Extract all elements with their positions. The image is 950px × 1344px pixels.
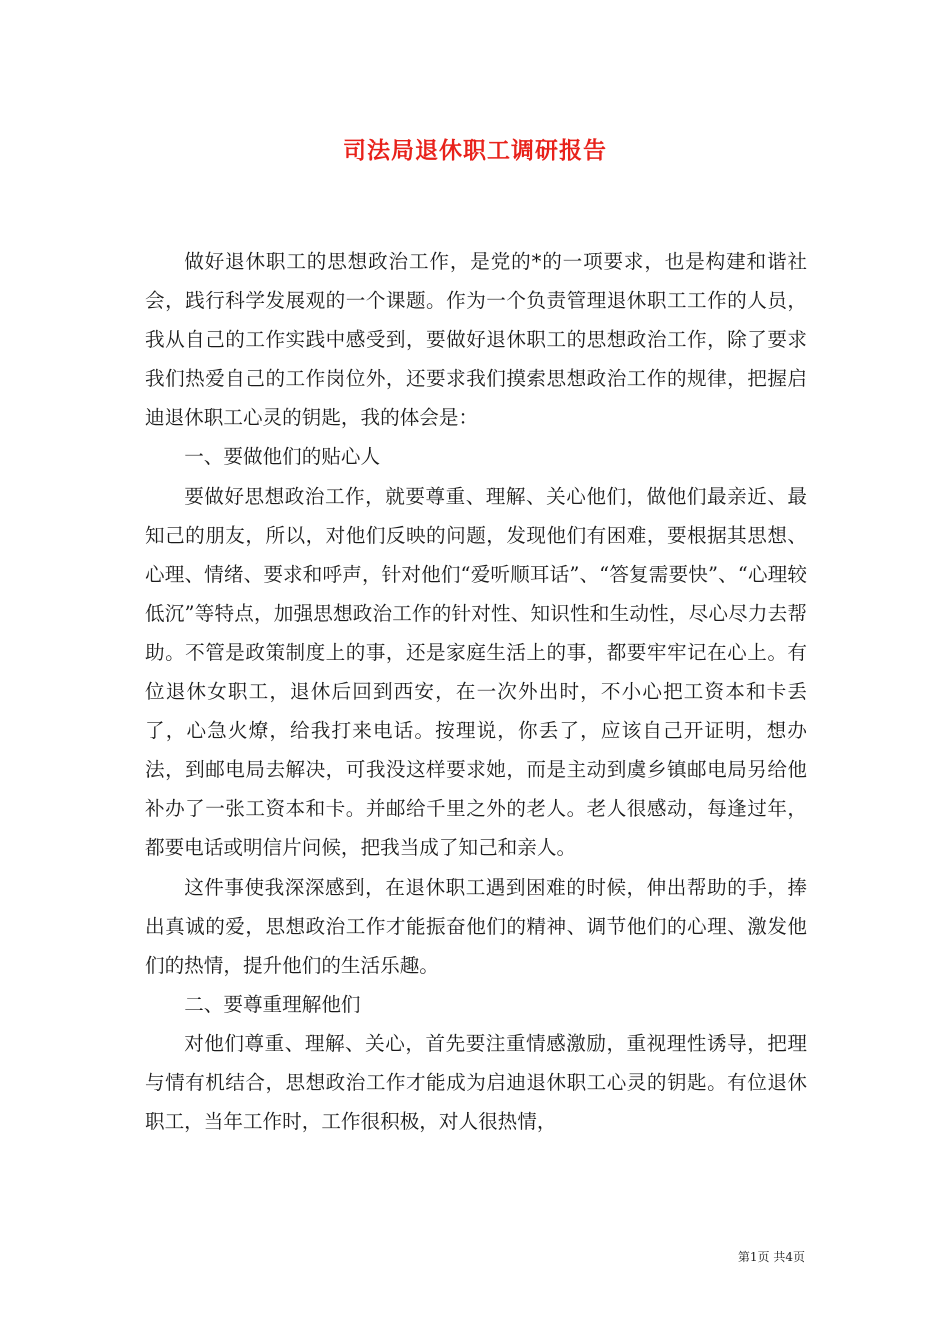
page-mid: 页 共 bbox=[757, 1250, 786, 1264]
page-number bbox=[738, 1248, 805, 1265]
section-heading-2: 二、要尊重理解他们 bbox=[184, 992, 361, 1016]
page-suffix: 页 bbox=[792, 1250, 805, 1264]
paragraph-reflection: 这件事使我深深感到，在退休职工遇到困难的时候，伸出帮助的手，捧出真诚的爱，思想政治工作才能振奋他们的精神、调节他们的心理、激发他们的热情，提升他们的生活乐趣。 bbox=[145, 875, 807, 977]
paragraph-section-2: 对他们尊重、理解、关心，首先要注重情感激励，重视理性诱导，把理与情有机结合，思想政治工作才能成为启迪退休职工心灵的钥匙。有位退休职工，当年工作时，工作很积极，对人很热情， bbox=[145, 1031, 807, 1134]
page-current: 1 bbox=[749, 1250, 758, 1264]
paragraph-section-1: 要做好思想政治工作，就要尊重、理解、关心他们，做他们最亲近、最知己的朋友，所以，对他们反映的问题，发现他们有困难，要根据其思想、心理、情绪、要求和呼声，针对他们“爱听顺耳话”、“答复需要快”、“心理较低沉”等特点，加强思想政治工作的针对性、知识性和生动性，尽心尽力去帮助。不管是政策制度上的事，还是家庭生活上的事，都要牢牢记在心上。有位退休女职工，退休后回到西安，在一次外出时，不小心把工资本和卡丢了，心急火燎，给我打来电话。按理说，你丢了，应该自己开证明，想办法，到邮电局去解决，可我没这样要求她，而是主动到虞乡镇邮电局另给他补办了一张工资本和卡。并邮给千里之外的老人。老人很感动，每逢过年，都要电话或明信片问候，把我当成了知己和亲人。 bbox=[145, 484, 807, 860]
page-label: 第 bbox=[737, 1250, 750, 1264]
paragraph-intro: 做好退休职工的思想政治工作，是党的*的一项要求，也是构建和谐社会，践行科学发展观的一个课题。作为一个负责管理退休职工工作的人员，我从自己的工作实践中感受到，要做好退休职工的思想政治工作，除了要求我们热爱自己的工作岗位外，还要求我们摸索思想政治工作的规律，把握启迪退休职工心灵的钥匙，我的体会是： bbox=[145, 250, 807, 430]
document-body bbox=[145, 242, 807, 1141]
document-title: 司法局退休职工调研报告 bbox=[343, 137, 607, 164]
section-heading-1: 一、要做他们的贴心人 bbox=[184, 445, 381, 469]
page-total: 4 bbox=[785, 1250, 793, 1264]
